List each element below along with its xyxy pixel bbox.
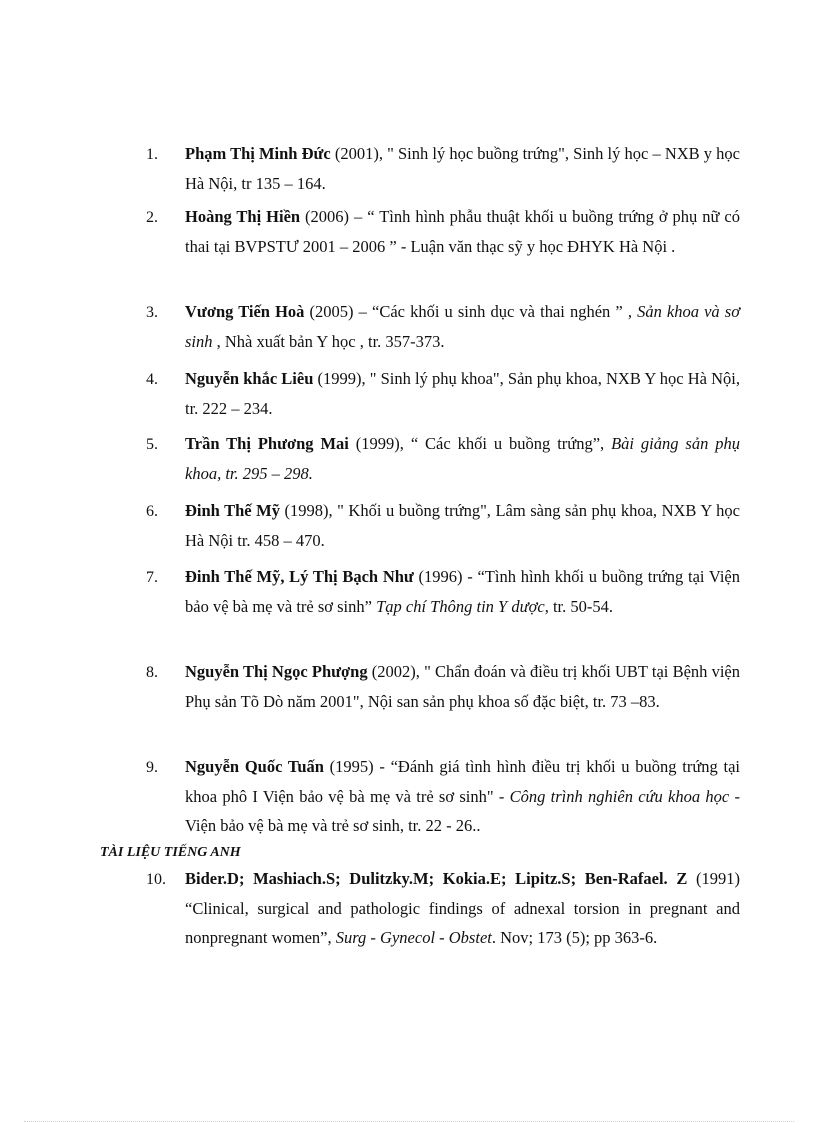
section-heading-english: TÀI LIỆU TIẾNG ANH: [100, 845, 241, 860]
reference-author: Nguyễn khắc Liêu: [185, 369, 314, 388]
reference-10: [146, 864, 740, 953]
reference-text: [185, 139, 740, 198]
reference-source: Tạp chí Thông tin Y dược: [376, 596, 545, 616]
reference-number: 6.: [146, 503, 158, 520]
reference-detail: (1991) “Clinical, surgical and pathologic findings of adnexal torsion in pregnant and nonpregnant women”,: [185, 869, 740, 947]
reference-text: [185, 864, 740, 953]
reference-author: Bider.D; Mashiach.S; Dulitzky.M; Kokia.E; Lipitz.S; Ben-Rafael. Z: [185, 869, 688, 888]
reference-number: 9.: [146, 759, 158, 776]
reference-detail: (2002), " Chẩn đoán và điều trị khối UBT tại Bệnh viện Phụ sản Tõ Dò năm 2001", Nội san sản phụ khoa số đặc biệt, tr. 73 –83.: [185, 662, 740, 711]
reference-author: Phạm Thị Minh Đức: [185, 144, 331, 163]
reference-text: [185, 752, 740, 841]
reference-number: 8.: [146, 664, 158, 681]
reference-number: 1.: [146, 146, 158, 163]
reference-author: Trần Thị Phương Mai: [185, 434, 349, 453]
reference-6: [146, 496, 740, 555]
reference-detail: (2006) – “ Tình hình phẫu thuật khối u buồng trứng ở phụ nữ có thai tại BVPSTƯ 2001 – 2006 ” - Luận văn thạc sỹ y học ĐHYK Hà Nội .: [185, 207, 740, 256]
reference-text: [185, 496, 740, 555]
reference-detail: (1999), “ Các khối u buồng trứng”,: [348, 434, 612, 453]
reference-text: [185, 202, 740, 261]
reference-author: Vương Tiến Hoà: [185, 302, 305, 321]
reference-number: 2.: [146, 209, 158, 226]
reference-text: [185, 297, 740, 356]
reference-detail: (1998), " Khối u buồng trứng", Lâm sàng sản phụ khoa, NXB Y học Hà Nội tr. 458 – 470.: [185, 501, 740, 550]
reference-author: Đinh Thế Mỹ: [185, 501, 280, 520]
reference-detail: (2005) – “Các khối u sinh dục và thai nghén ” ,: [304, 302, 638, 321]
reference-number: 5.: [146, 436, 158, 453]
reference-1: [146, 139, 740, 198]
reference-detail: . Nov; 173 (5); pp 363-6.: [491, 928, 658, 947]
reference-4: [146, 364, 740, 423]
reference-text: [185, 364, 740, 423]
reference-detail: , tr. 50-54.: [544, 596, 613, 616]
reference-2: [146, 202, 740, 261]
reference-detail: , Nhà xuất bản Y học , tr. 357-373.: [212, 331, 445, 351]
reference-source: Sản khoa và sơ sinh: [185, 302, 741, 351]
reference-7: [146, 562, 740, 621]
reference-8: [146, 657, 740, 716]
reference-author: Đinh Thế Mỹ, Lý Thị Bạch Như: [185, 567, 414, 586]
page-bottom-rule: [24, 1121, 794, 1122]
reference-number: 10.: [146, 871, 166, 888]
reference-5: [146, 429, 740, 488]
reference-author: Hoàng Thị Hiền: [185, 207, 301, 226]
reference-9: [146, 752, 740, 841]
reference-source: Surg - Gynecol - Obstet: [335, 928, 492, 947]
reference-number: 4.: [146, 371, 158, 388]
reference-author: Nguyễn Quốc Tuấn: [185, 757, 324, 776]
reference-text: [185, 657, 740, 716]
reference-text: [185, 562, 740, 621]
reference-detail: (1996) - “Tình hình khối u buồng trứng tại Viện bảo vệ bà mẹ và trẻ sơ sinh”: [185, 567, 741, 616]
reference-source: Công trình nghiên cứu khoa học: [509, 786, 730, 806]
reference-number: 3.: [146, 304, 158, 321]
reference-detail: - Viện bảo vệ bà mẹ và trẻ sơ sinh, tr. 22 - 26..: [185, 786, 741, 835]
reference-source: Bài giảng sản phụ khoa, tr. 295 – 298.: [185, 434, 740, 483]
reference-detail: (1999), " Sinh lý phụ khoa", Sản phụ khoa, NXB Y học Hà Nội, tr. 222 – 234.: [185, 369, 740, 418]
reference-author: Nguyễn Thị Ngọc Phượng: [185, 662, 368, 681]
reference-3: [146, 297, 740, 356]
reference-text: [185, 429, 740, 488]
reference-detail: (2001), " Sinh lý học buồng trứng", Sinh lý học – NXB y học Hà Nội, tr 135 – 164.: [185, 144, 740, 193]
reference-number: 7.: [146, 569, 158, 586]
reference-detail: (1995) - “Đánh giá tình hình điều trị khối u buồng trứng tại khoa phô I Viện bảo vệ bà mẹ và trẻ sơ sinh" -: [185, 757, 740, 806]
